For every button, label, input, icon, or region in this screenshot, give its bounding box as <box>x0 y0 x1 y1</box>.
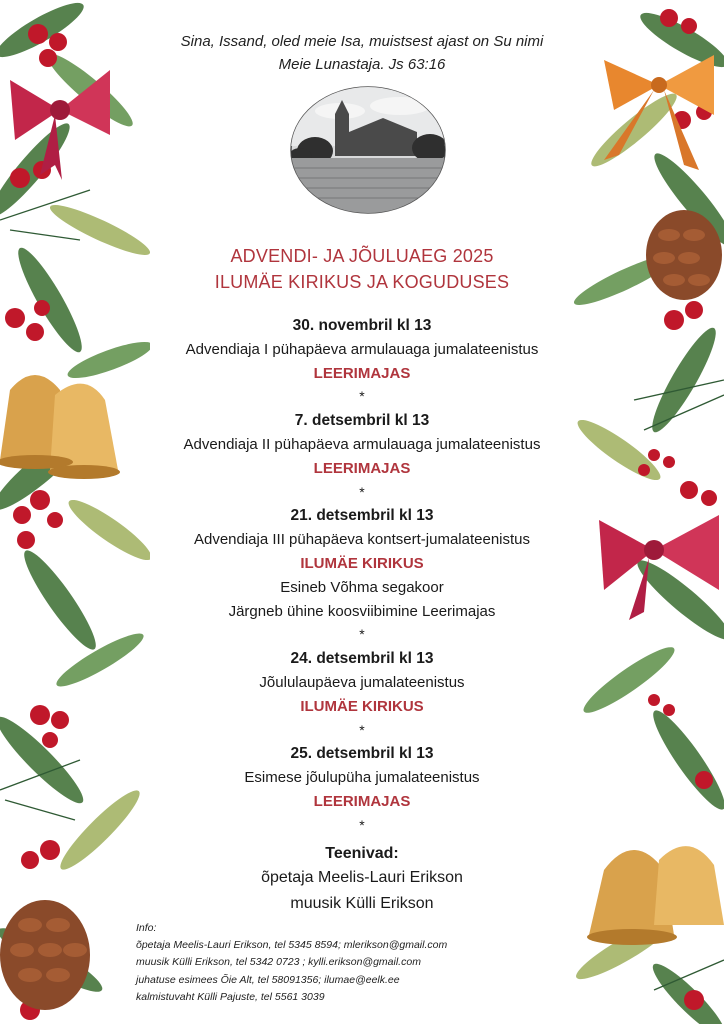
headline <box>140 243 584 295</box>
serving-title: Teenivad: <box>325 844 399 862</box>
info-label: Info: <box>136 922 157 934</box>
bulletin-content <box>140 0 584 1024</box>
separator-star: * <box>359 721 365 738</box>
event-venue: LEERIMAJAS <box>313 364 411 382</box>
service-schedule <box>140 314 584 917</box>
event-venue: ILUMÄE KIRIKUS <box>300 697 424 715</box>
verse-line-1: Sina, Issand, oled meie Isa, muistsest ajast on Su nimi <box>180 33 544 50</box>
event-service: Advendiaja III pühapäeva kontsert-jumalateenistus <box>193 531 531 549</box>
right-holiday-border <box>574 0 724 1024</box>
verse-line-2: Meie Lunastaja. Js 63:16 <box>278 56 446 73</box>
serving-person: õpetaja Meelis-Lauri Erikson <box>261 869 463 887</box>
headline-line-2: ILUMÄE KIRIKUS JA KOGUDUSES <box>214 272 510 292</box>
separator-star: * <box>359 816 365 833</box>
right-pinecone <box>646 210 722 300</box>
separator-star: * <box>359 483 365 500</box>
left-bells <box>0 375 120 479</box>
event-venue: LEERIMAJAS <box>313 792 411 810</box>
church-engraving-image <box>290 86 446 214</box>
info-line: õpetaja Meelis-Lauri Erikson, tel 5345 8594; mlerikson@gmail.com <box>136 939 448 952</box>
event-date: 21. detsembril kl 13 <box>290 507 434 525</box>
info-line: kalmistuvaht Külli Pajuste, tel 5561 3039 <box>136 990 325 1003</box>
headline-line-1: ADVENDI- JA JÕULUAEG 2025 <box>230 246 494 266</box>
right-garland-image <box>574 0 724 1024</box>
event-venue: LEERIMAJAS <box>313 459 411 477</box>
event-service: Esimese jõulupüha jumalateenistus <box>244 769 480 787</box>
left-holiday-border <box>0 0 150 1024</box>
serving-person: muusik Külli Erikson <box>290 895 434 913</box>
left-garland-image <box>0 0 150 1024</box>
left-pinecone <box>0 900 90 1010</box>
separator-star: * <box>359 388 365 405</box>
event-date: 30. novembril kl 13 <box>292 317 432 334</box>
info-line: muusik Külli Erikson, tel 5342 0723 ; kylli.erikson@gmail.com <box>136 956 421 969</box>
event-note: Järgneb ühine koosviibimine Leerimajas <box>228 602 496 620</box>
right-bells <box>587 846 724 945</box>
event-service: Advendiaja I pühapäeva armulauaga jumalateenistus <box>185 340 539 358</box>
serving-section <box>140 842 584 918</box>
event-service: Advendiaja II pühapäeva armulauaga jumalateenistus <box>183 435 541 453</box>
event-date: 25. detsembril kl 13 <box>290 745 434 763</box>
event-date: 24. detsembril kl 13 <box>290 650 434 668</box>
contact-info <box>136 920 566 1006</box>
info-line: juhatuse esimees Õie Alt, tel 58091356; ilumae@eelk.ee <box>136 973 400 986</box>
event-note: Esineb Võhma segakoor <box>280 578 444 596</box>
event-date: 7. detsembril kl 13 <box>294 412 430 430</box>
separator-star: * <box>359 626 365 643</box>
event-service: Jõululaupäeva jumalateenistus <box>259 673 465 691</box>
bible-verse <box>140 30 584 76</box>
event-venue: ILUMÄE KIRIKUS <box>300 554 424 572</box>
